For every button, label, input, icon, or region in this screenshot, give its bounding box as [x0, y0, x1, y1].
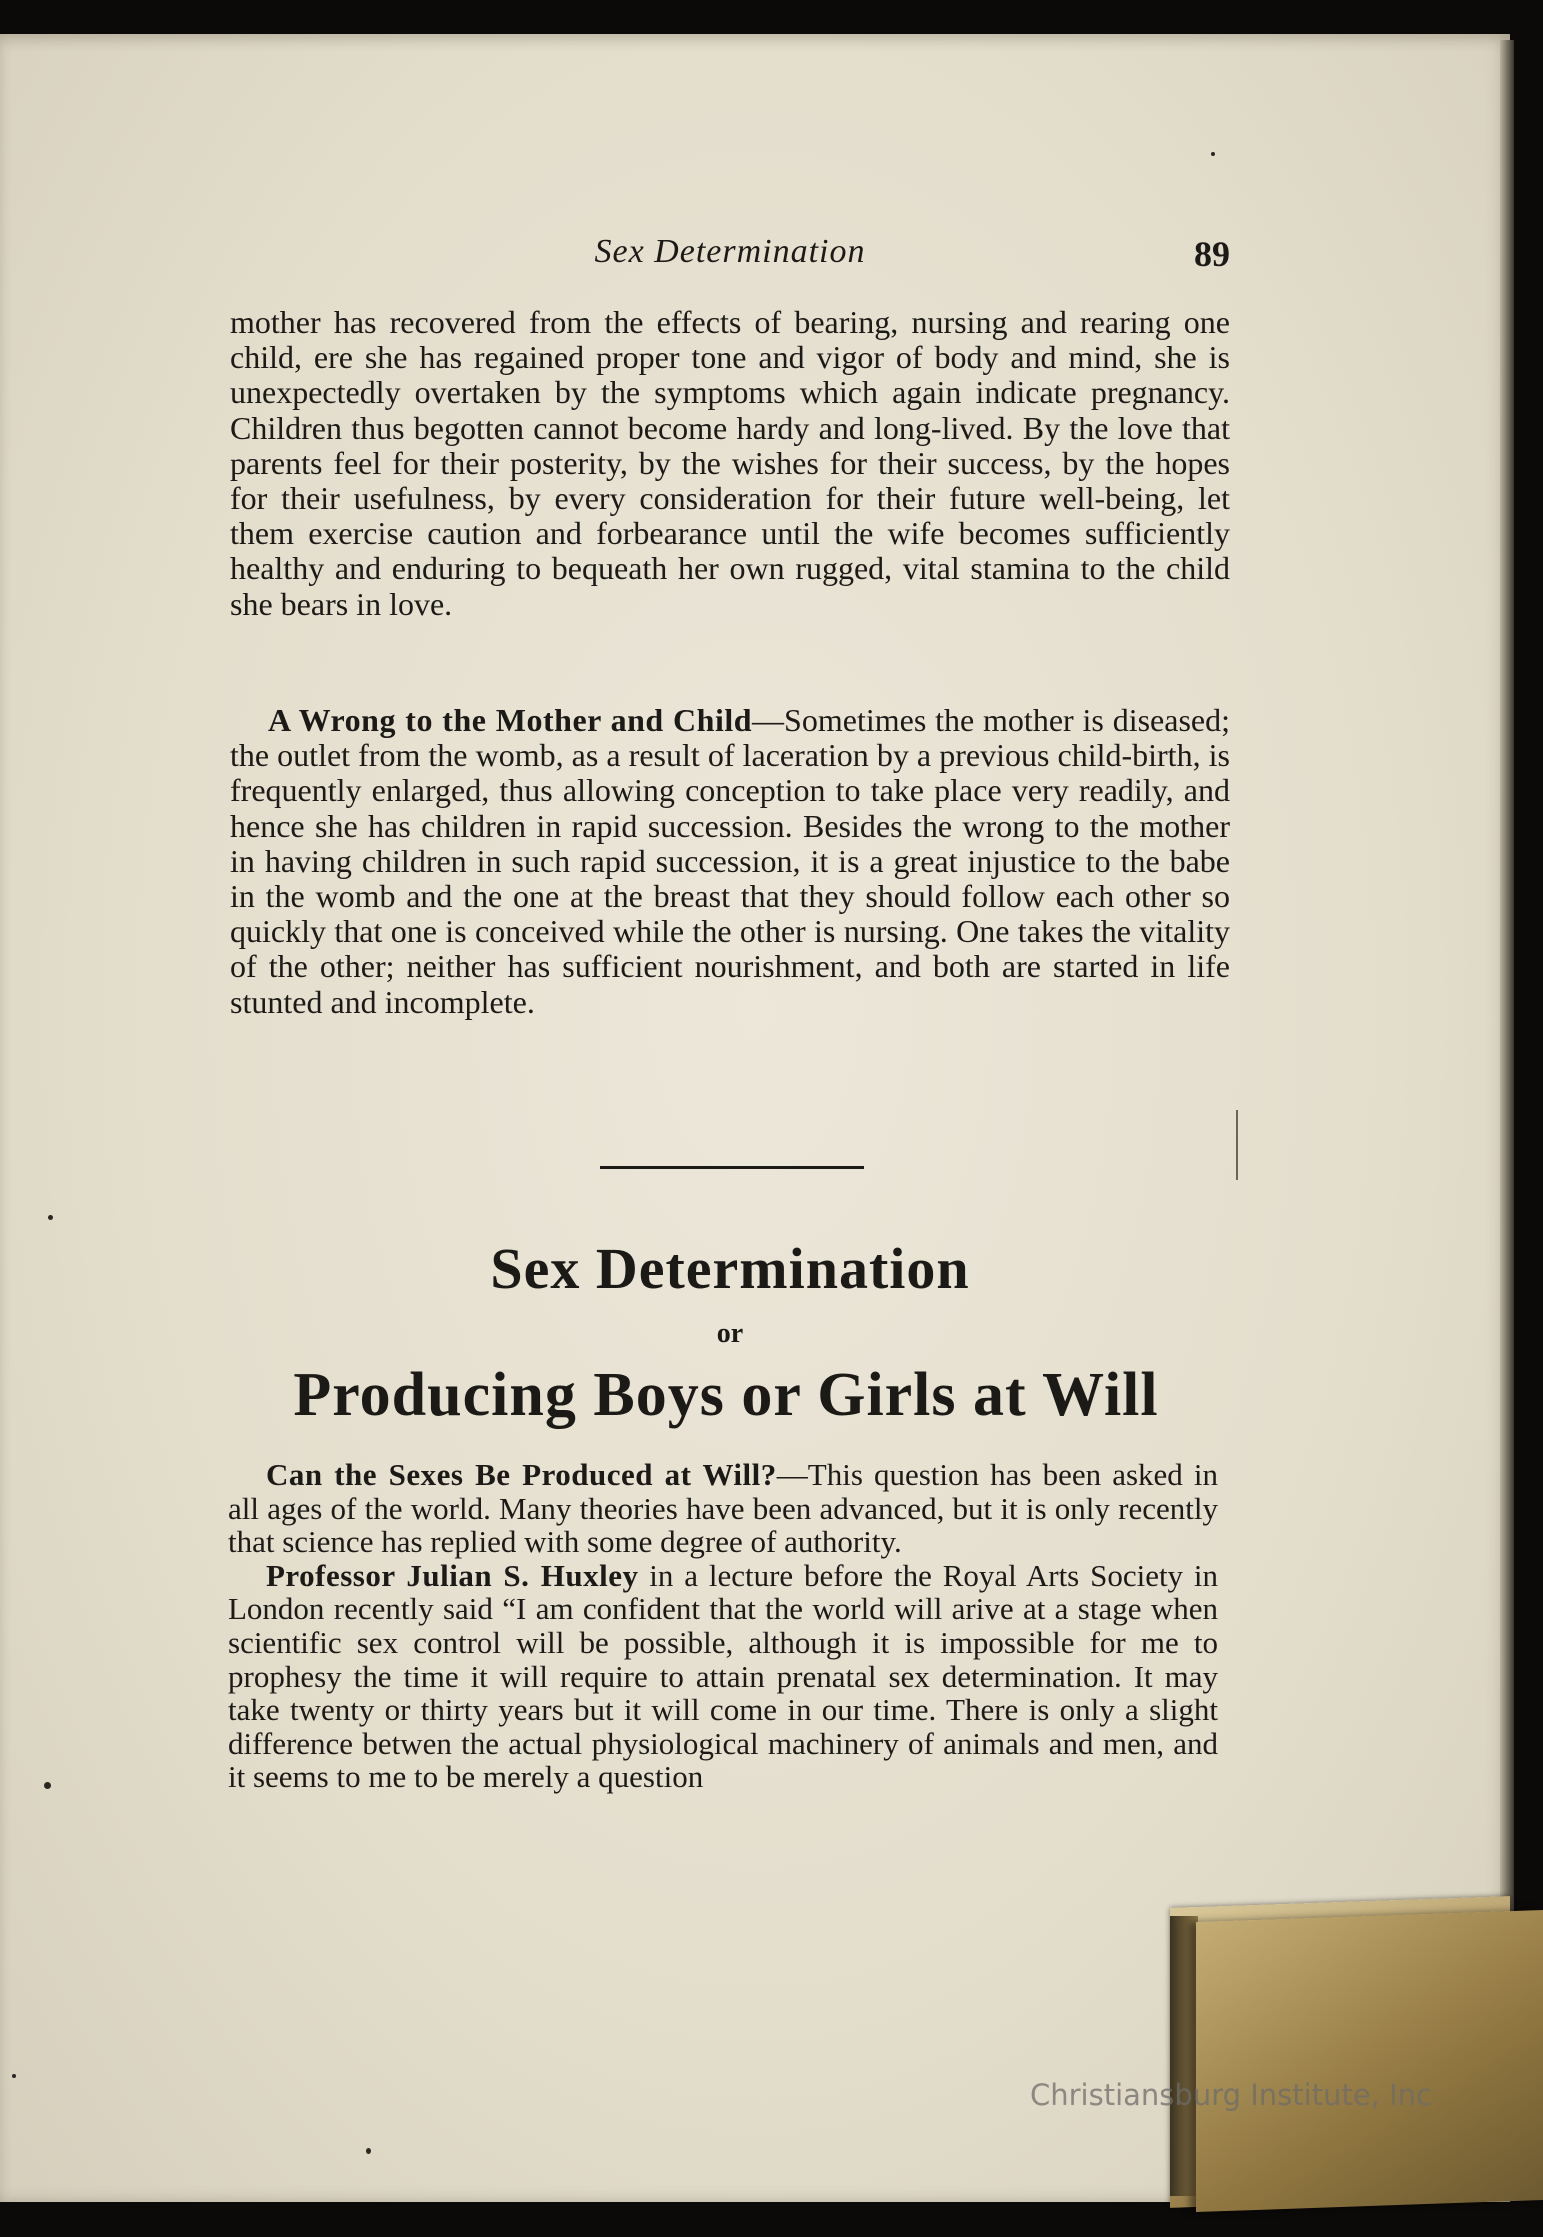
paragraph [228, 1458, 1218, 1559]
run-in-heading: A Wrong to the Mother and Child [268, 702, 753, 738]
paragraph [230, 703, 1230, 1020]
chapter-title: Sex Determination [490, 1236, 970, 1301]
section-divider [600, 1166, 864, 1169]
chapter-connector: or [716, 1318, 744, 1349]
page-edge [1500, 40, 1514, 2190]
paragraph-text: mother has recovered from the effects of bearing, nursing and rearing one child, ere she has regained proper tone and vigor of body and mind, she is unexpectedly overtaken by the symptoms which again indicate pregnancy. Children thus begotten cannot become hardy and long-lived. By the love that parents feel for their posterity, by the wishes for their success, by the hopes for their usefulness, by every consideration for their future well-being, let them exercise caution and forbearance until the wife becomes sufficiently healthy and enduring to bequeath her own rugged, vital stamina to the child she bears in love. [230, 304, 1230, 622]
pencil-mark [1236, 1110, 1238, 1180]
page-speck [44, 1782, 51, 1789]
paragraph-text: —Sometimes the mother is diseased; the outlet from the womb, as a result of laceration by a previous child-birth, is frequently enlarged, thus allowing conception to take place very readily, and hence she has children in rapid succession. Besides the wrong to the mother in having children in such rapid succession, it is a great injustice to the babe in the womb and the one at the breast that they should follow each other so quickly that one is conceived while the other is nursing. One takes the vitality of the other; neither has sufficient nourishment, and both are started in life stunted and incomplete. [230, 702, 1231, 1020]
chapter-body [228, 1458, 1218, 1794]
paragraph-wrong-to-mother [230, 703, 1230, 1020]
running-title: Sex Determination [594, 233, 866, 270]
page-speck [366, 2148, 371, 2154]
run-in-heading: Professor Julian S. Huxley [266, 1557, 639, 1593]
paragraph [228, 1559, 1218, 1794]
page-speck [1211, 152, 1215, 156]
paragraph-text: in a lecture before the Royal Arts Society in London recently said “I am confident that the world will arive at a stage when scientific sex control will be possible, although it is impossible for me to prophesy the time it will require to attain prenatal sex determination. It may take twenty or thirty years but it will come in our time. There is only a slight difference betwen the actual physiological machinery of animals and men, and it seems to me to be merely a question [228, 1557, 1219, 1795]
paragraph-text: —This question has been asked in all ages of the world. Many theories have been advanced, but it is only recently that science has replied with some degree of authority. [228, 1457, 1218, 1560]
page-speck [12, 2074, 16, 2078]
book-block-spine [1170, 1916, 1198, 2196]
page-speck [48, 1215, 53, 1220]
page-number: 89 [1194, 234, 1230, 274]
run-in-heading: Can the Sexes Be Produced at Will? [266, 1457, 777, 1492]
book-block-front [1196, 1910, 1543, 2212]
page-weight-books [1170, 1902, 1543, 2202]
paragraph-continued [230, 305, 1230, 622]
running-head [230, 233, 1230, 277]
chapter-subtitle: Producing Boys or Girls at Will [293, 1361, 1159, 1429]
watermark: Christiansburg Institute, Inc [1030, 2078, 1432, 2112]
